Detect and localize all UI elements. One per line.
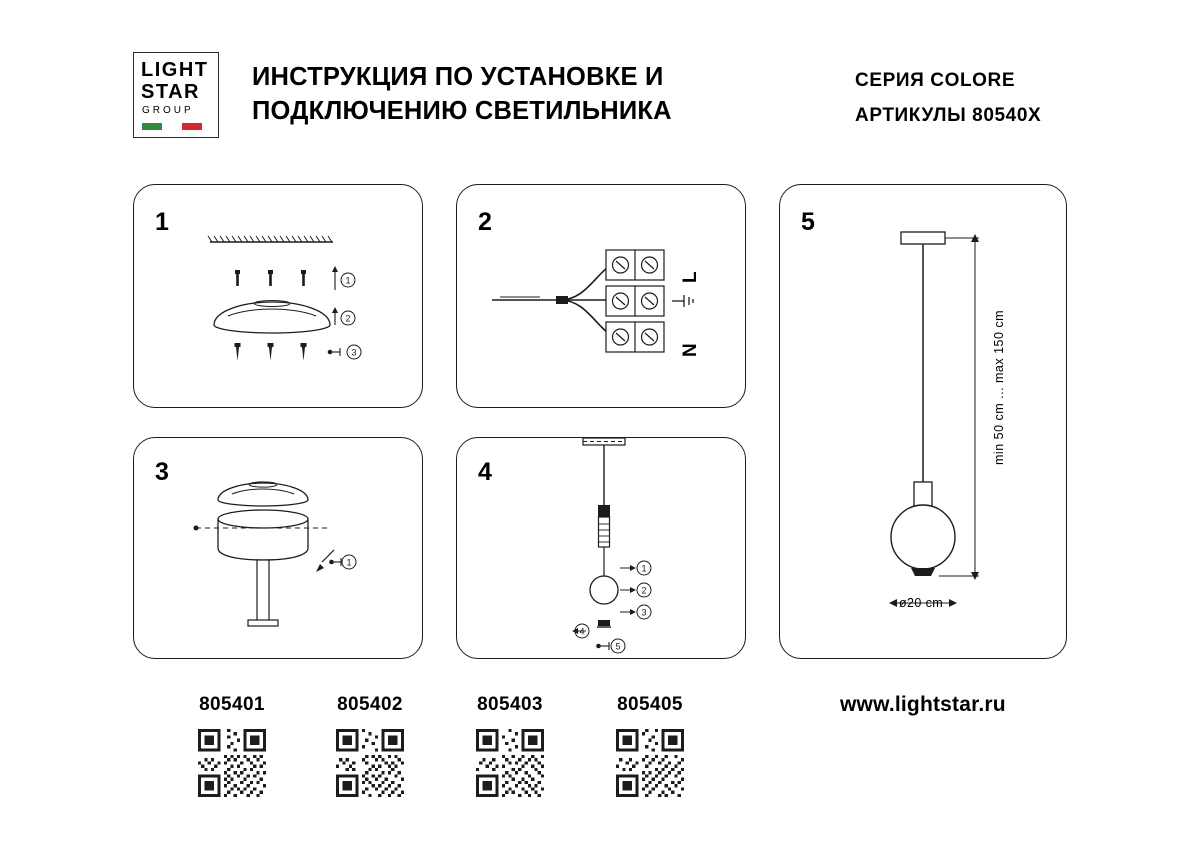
svg-text:5: 5 [615, 641, 621, 652]
step-panel-3 [133, 437, 423, 659]
logo-line-2: STAR [141, 81, 200, 103]
svg-text:2: 2 [345, 313, 351, 324]
svg-text:3: 3 [351, 347, 357, 358]
qr-code-icon [336, 729, 404, 797]
step-number-2: 2 [478, 208, 492, 236]
step4-callout-1 [636, 560, 652, 579]
step1-callout-1 [340, 272, 356, 291]
step-panel-1 [133, 184, 423, 408]
product-code-label: 805405 [617, 694, 683, 715]
product-code-item [440, 694, 580, 797]
page-title-line-2: ПОДКЛЮЧЕНИЮ СВЕТИЛЬНИКА [252, 97, 672, 125]
terminal-label-n: N [680, 343, 701, 357]
product-code-item [162, 694, 302, 797]
qr-code-icon [198, 729, 266, 797]
step-number-4: 4 [478, 458, 492, 486]
svg-text:1: 1 [346, 557, 352, 568]
page-title [252, 60, 682, 128]
italy-flag-icon [142, 123, 202, 130]
step4-callout-2 [636, 582, 652, 601]
height-dimension-label: min 50 cm ... max 150 cm [992, 309, 1006, 465]
step3-callout-1 [341, 554, 357, 573]
website-url[interactable]: www.lightstar.ru [840, 693, 1006, 716]
product-code-item [300, 694, 440, 797]
product-code-item [580, 694, 720, 797]
svg-text:4: 4 [579, 626, 585, 637]
step-panel-5 [779, 184, 1067, 659]
step4-callout-5 [610, 638, 626, 657]
svg-text:1: 1 [345, 275, 351, 286]
step4-callout-4 [574, 623, 590, 642]
diameter-dimension-label: ø20 cm [899, 596, 944, 610]
product-code-label: 805402 [337, 694, 403, 715]
terminal-label-l: L [680, 271, 701, 283]
step-number-1: 1 [155, 208, 169, 236]
logo-line-1: LIGHT [141, 59, 209, 81]
step1-callout-3 [346, 344, 362, 363]
step-panel-4 [456, 437, 746, 659]
qr-code-icon [616, 729, 684, 797]
articles-label: АРТИКУЛЫ 80540X [855, 105, 1042, 126]
svg-text:3: 3 [641, 607, 647, 618]
brand-logo [133, 52, 219, 138]
logo-line-3: GROUP [142, 105, 194, 116]
step-panel-2 [456, 184, 746, 408]
series-label: СЕРИЯ COLORE [855, 70, 1016, 91]
svg-text:1: 1 [641, 563, 647, 574]
page-title-line-1: ИНСТРУКЦИЯ ПО УСТАНОВКЕ И [252, 63, 664, 91]
step-number-3: 3 [155, 458, 169, 486]
step4-callout-3 [636, 604, 652, 623]
qr-code-icon [476, 729, 544, 797]
step-number-5: 5 [801, 208, 815, 236]
product-code-label: 805403 [477, 694, 543, 715]
svg-text:2: 2 [641, 585, 647, 596]
product-code-label: 805401 [199, 694, 265, 715]
step1-callout-2 [340, 310, 356, 329]
